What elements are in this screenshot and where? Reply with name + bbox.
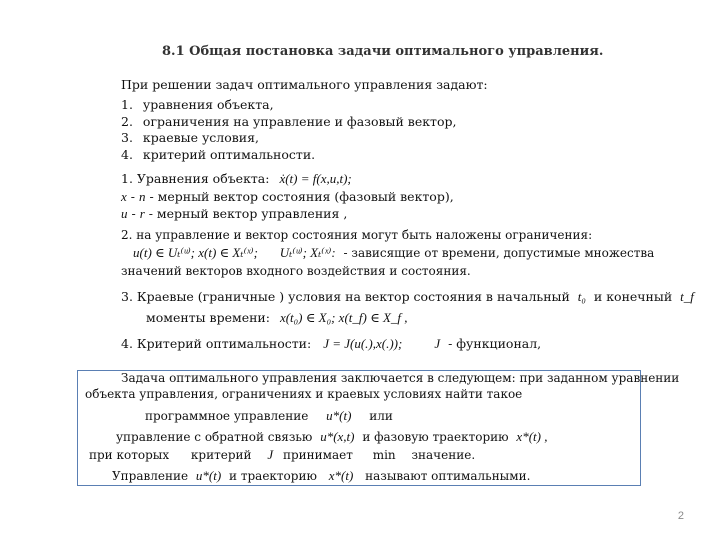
list-item bbox=[121, 114, 456, 129]
t0-symbol: t₀ bbox=[577, 289, 586, 304]
min-text: min bbox=[372, 448, 396, 462]
trajectory-text: и фазовую траекторию bbox=[362, 430, 509, 444]
list-item bbox=[121, 97, 274, 112]
optimal-trajectory-formula: x*(t) bbox=[328, 468, 354, 483]
criterion-line bbox=[121, 336, 541, 352]
list-item bbox=[121, 130, 259, 145]
tf-symbol: t_f bbox=[680, 289, 694, 304]
boundary-line-2 bbox=[146, 310, 408, 326]
section-2-label: 2. на управление и вектор состояния могут быть наложены ограничения: bbox=[121, 228, 593, 242]
list-item-text: краевые условия, bbox=[142, 130, 259, 145]
j-symbol: J bbox=[434, 336, 441, 351]
list-item-text: уравнения объекта, bbox=[142, 97, 274, 112]
intro-text: При решении задач оптимального управления задают: bbox=[121, 77, 488, 92]
constraints-formula-a: u(t) ∈ Uₜ⁽ᵘ⁾; x(t) ∈ Xₜ⁽ˣ⁾; bbox=[133, 245, 258, 260]
boundary-line bbox=[121, 289, 694, 305]
section-1-label: 1. Уравнения объекта: bbox=[121, 171, 270, 186]
list-item-text: ограничения на управление и фазовый вектор, bbox=[142, 114, 457, 129]
called-optimal-text: называют оптимальными. bbox=[365, 469, 531, 483]
box-line-1: Задача оптимального управления заключается в следующем: при заданном уравнении bbox=[121, 371, 680, 385]
list-item-number: 1. bbox=[121, 97, 133, 112]
and-text: и конечный bbox=[593, 289, 673, 304]
list-item bbox=[121, 147, 315, 162]
box-line-6 bbox=[112, 468, 530, 484]
list-item-number: 4. bbox=[121, 147, 133, 162]
and-trajectory-text: и траекторию bbox=[229, 469, 317, 483]
object-equation-formula: ẋ(t) = f(x,u,t); bbox=[279, 171, 352, 186]
value-text: значение. bbox=[411, 448, 476, 462]
section-3-label: 3. Краевые (граничные ) условия на вектор состояния в начальный bbox=[121, 289, 570, 304]
n-symbol: n bbox=[138, 189, 146, 204]
slide-title: 8.1 Общая постановка задачи оптимального управления. bbox=[162, 44, 604, 59]
takes-text: принимает bbox=[282, 448, 353, 462]
optimal-control-formula: u*(t) bbox=[195, 468, 222, 483]
box-line-3 bbox=[145, 408, 393, 424]
r-symbol: r bbox=[139, 206, 145, 221]
criterion-formula: J = J(u(.),x(.)); bbox=[323, 336, 403, 351]
or-text: или bbox=[369, 409, 393, 423]
list-item-number: 2. bbox=[121, 114, 133, 129]
at-which-text: при которых bbox=[89, 448, 170, 462]
time-moments-text: моменты времени: bbox=[146, 310, 270, 325]
functional-text: - функционал, bbox=[448, 336, 542, 351]
constraints-line bbox=[133, 245, 654, 261]
box-line-5 bbox=[89, 447, 475, 463]
j-symbol: J bbox=[267, 447, 274, 462]
box-line-4 bbox=[116, 429, 547, 445]
list-item-text: критерий оптимальности. bbox=[142, 147, 316, 162]
feedback-control-formula: u*(x,t) bbox=[320, 429, 355, 444]
page-number: 2 bbox=[677, 510, 684, 522]
constraints-text: - зависящие от времени, допустимые множества bbox=[343, 246, 655, 260]
feedback-control-text: управление с обратной связью bbox=[116, 430, 313, 444]
program-control-formula: u*(t) bbox=[326, 408, 352, 423]
constraints-formula-b: Uₜ⁽ᵘ⁾; Xₜ⁽ˣ⁾: bbox=[279, 245, 336, 260]
constraints-text-2: значений векторов входного воздействия и состояния. bbox=[121, 264, 471, 278]
boundary-formula: x(t₀) ∈ X₀; x(t_f) ∈ X_f , bbox=[279, 310, 408, 325]
state-vector-line: x - n - мерный вектор состояния (фазовый вектор), bbox=[121, 189, 454, 204]
program-control-text: программное управление bbox=[145, 409, 309, 423]
section-4-label: 4. Критерий оптимальности: bbox=[121, 336, 312, 351]
object-equation-line bbox=[121, 171, 352, 187]
trajectory-formula: x*(t) , bbox=[516, 429, 548, 444]
u-symbol: u bbox=[121, 206, 128, 221]
criterion-text: критерий bbox=[190, 448, 252, 462]
x-symbol: x bbox=[121, 189, 127, 204]
list-item-number: 3. bbox=[121, 130, 133, 145]
state-vector-text: - мерный вектор состояния (фазовый вектор), bbox=[149, 189, 454, 204]
control-vector-line: u - r - мерный вектор управления , bbox=[121, 206, 348, 221]
box-line-2: объекта управления, ограничениях и краевых условиях найти такое bbox=[85, 387, 523, 401]
control-vector-text: - мерный вектор управления , bbox=[148, 206, 348, 221]
control-word: Управление bbox=[112, 469, 189, 483]
